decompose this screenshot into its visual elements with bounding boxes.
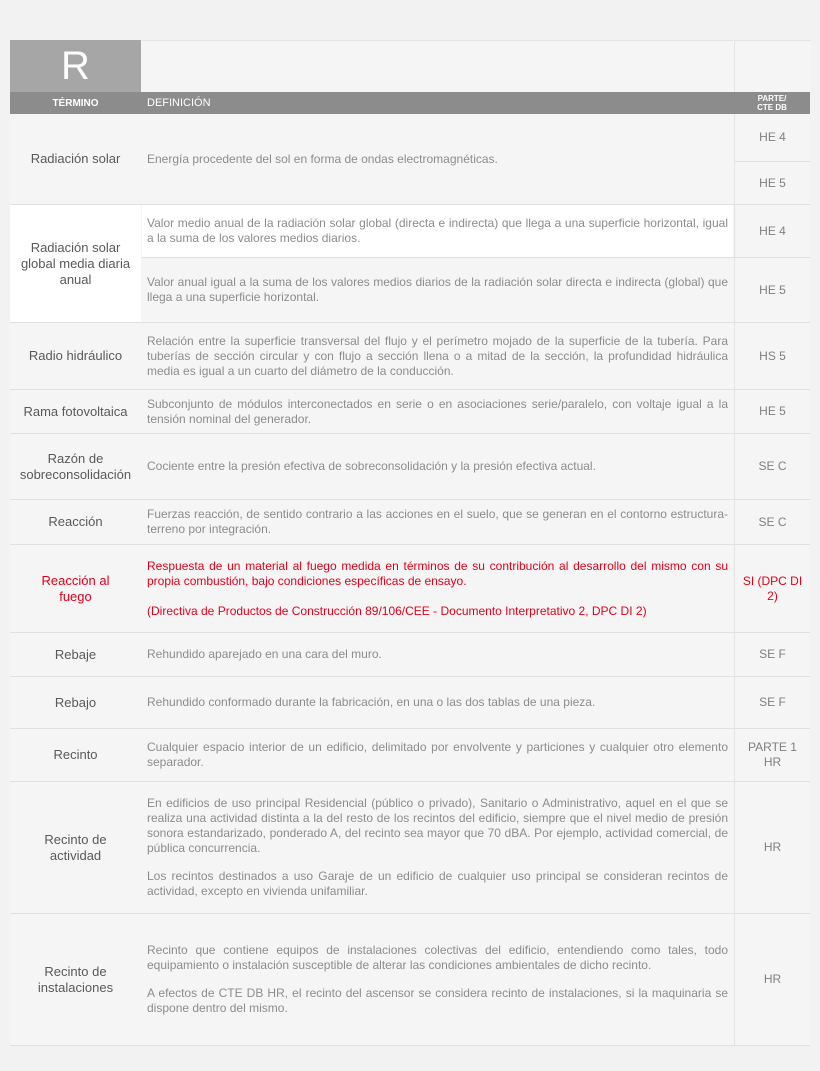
term-reaccion-al-fuego: Reacción al fuego [41,572,110,604]
definition-radiacion-solar-global-1 [142,205,733,257]
definition-text: Energía procedente del sol en forma de ondas electromagnéticas. [147,151,498,166]
definition-text: Valor medio anual de la radiación solar global (directa e indirecta) que llega a una superficie horizontal, igual a la suma de los valores medios diarios. [147,216,728,245]
definition-text: Rehundido aparejado en una cara del muro. [147,647,382,661]
glossary-sheet [10,40,810,1046]
term-recinto-instalaciones: Recinto de instalaciones [37,963,114,995]
term-radiacion-solar-global: Radiación solar global media diaria anual [10,205,141,322]
definition-rebajo [142,677,733,728]
reference-radiacion-solar-global-1: HE 4 [734,205,810,257]
definition-note: Los recintos destinados a uso Garaje de un edificio de cualquier uso principal se consideran recintos de actividad, excepto en vivienda unifamiliar. [147,869,728,898]
definition-rama-fotovoltaica [142,390,733,433]
definition-text: En edificios de uso principal Residencial (público o privado), Sanitario o Administrativo, aquel en el que se realiza una actividad distinta a la del resto de los recintos del edificio, siempre que el nivel medio de presión sonora estandarizado, ponderado A, del recinto sea mayor que 70 dBA. Por ejemplo, actividad comercial, de pública concurrencia. [147,796,728,855]
column-header-definition: DEFINICIÓN [147,97,211,109]
definition-recinto [142,729,733,781]
row-divider [10,1045,810,1046]
reference-radiacion-solar-global-2: HE 5 [734,258,810,322]
definition-reaccion-al-fuego [142,545,733,632]
header-blank-reference [734,40,811,93]
definition-recinto-instalaciones [142,914,733,1045]
reference-radiacion-solar-1: HE 4 [734,114,810,161]
column-header-term: TÉRMINO [52,97,99,109]
definition-text: Cociente entre la presión efectiva de sobreconsolidación y la presión efectiva actual. [147,459,596,473]
reference-radiacion-solar-2: HE 5 [734,162,810,204]
definition-note: A efectos de CTE DB HR, el recinto del ascensor se considera recinto de instalaciones, si la maquinaria se dispone dentro del mismo. [147,986,728,1015]
definition-text: Relación entre la superficie transversal del flujo y el perímetro mojado de la superficie de la tubería. Para tuberías de sección circular y con flujo a sección llena o a mitad de la sección, la profundidad hidráulica media es igual a un cuarto del diámetro de la conducción. [147,333,728,378]
term-razon-sobreconsolidacion: Razón de sobreconsolidación [19,450,132,482]
definition-text: Recinto que contiene equipos de instalaciones colectivas del edificio, entendiendo como tales, todo equipamiento o instalación susceptible de alterar las condiciones ambientales de dicho recinto. [147,943,728,972]
definition-razon-sobreconsolidacion [142,434,733,499]
section-letter-box [10,40,141,92]
term-radio-hidraulico: Radio hidráulico [28,348,123,363]
term-recinto: Recinto [53,747,98,762]
reference-rebaje: SE F [734,633,810,676]
term-recinto-actividad: Recinto de actividad [44,831,107,863]
definition-text: Cualquier espacio interior de un edificio, delimitado por envolvente y particiones y cualquier otro elemento separador. [147,740,728,769]
reference-rama-fotovoltaica: HE 5 [734,390,810,433]
term-rebaje: Rebaje [54,646,97,662]
definition-reaccion [142,500,733,544]
definition-text: Respuesta de un material al fuego medida en términos de su contribución al desarrollo del mismo con su propia combustión, bajo condiciones específicas de ensayo. [147,558,728,588]
column-header-reference-line1: PARTE/ [757,94,787,103]
definition-text: Rehundido conformado durante la fabricación, en una o las dos tablas de una pieza. [147,695,596,709]
definition-rebaje [142,633,733,676]
reference-recinto-actividad: HR [734,782,810,913]
column-header-bar [10,92,810,114]
term-rama-fotovoltaica: Rama fotovoltaica [23,403,128,419]
reference-recinto-instalaciones: HR [734,914,810,1045]
definition-radiacion-solar-global-2 [142,258,733,322]
definition-text: Valor anual igual a la suma de los valores medios diarios de la radiación solar directa e indirecta (global) que llega a una superficie horizontal. [147,275,728,304]
term-reaccion: Reacción [48,514,103,529]
reference-reaccion-al-fuego: SI (DPC DI 2) [734,545,810,632]
column-header-reference [734,92,810,114]
reference-recinto: PARTE 1 HR [734,729,810,781]
term-radiacion-solar: Radiación solar [30,151,121,166]
definition-text: Subconjunto de módulos interconectados en serie o en asociaciones serie/paralelo, con voltaje igual a la tensión nominal del generador. [147,396,728,426]
definition-radio-hidraulico [142,323,733,389]
definition-recinto-actividad [142,782,733,913]
term-rebajo: Rebajo [54,694,97,710]
column-header-reference-line2: CTE DB [757,103,787,112]
reference-rebajo: SE F [734,677,810,728]
definition-note: (Directiva de Productos de Construcción 89/106/CEE - Documento Interpretativo 2, DPC DI 2) [147,603,647,618]
reference-reaccion: SE C [734,500,810,544]
definition-radiacion-solar [142,114,733,204]
reference-razon-sobreconsolidacion: SE C [734,434,810,499]
reference-radio-hidraulico: HS 5 [734,323,810,389]
section-letter: R [61,44,90,88]
header-blank-definition [142,40,733,93]
definition-text: Fuerzas reacción, de sentido contrario a las acciones en el suelo, que se generan en el contorno estructura-terreno por integración. [147,507,728,536]
